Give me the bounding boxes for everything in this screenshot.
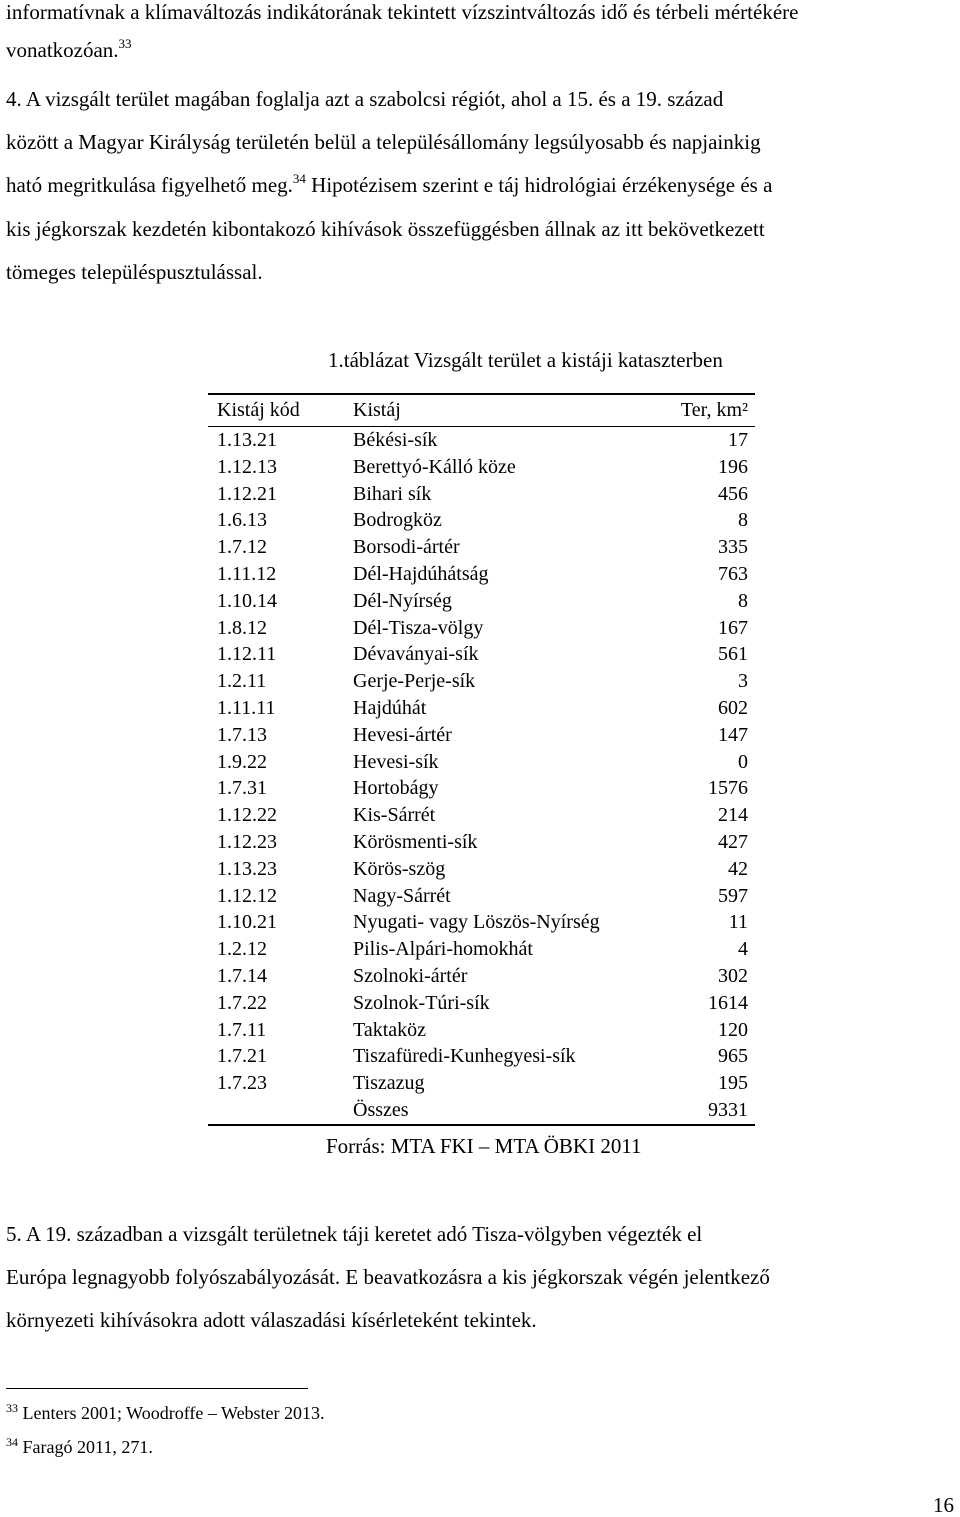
cell-name: Hortobágy	[353, 777, 439, 800]
table-row	[208, 534, 755, 561]
cell-name: Összes	[353, 1098, 409, 1121]
cell-name: Dél-Hajdúhátság	[353, 562, 489, 585]
text-line: kis jégkorszak kezdetén kibontakozó kihívások összefüggésben állnak az itt bekövetkezett	[6, 217, 765, 241]
cell-area: 1614	[708, 991, 748, 1014]
text-line: 4. A vizsgált terület magában foglalja azt a szabolcsi régiót, ahol a 15. és a 19. század	[6, 87, 724, 111]
cell-name: Dévaványai-sík	[353, 643, 479, 666]
table-row	[208, 749, 755, 776]
table-row	[208, 802, 755, 829]
cell-name: Dél-Nyírség	[353, 589, 452, 612]
cell-area: 195	[718, 1072, 748, 1095]
footnote-ref-33[interactable]: 33	[118, 36, 132, 51]
table-row	[208, 1043, 755, 1070]
cell-name: Nagy-Sárrét	[353, 884, 451, 907]
cell-code: 1.9.22	[217, 750, 267, 773]
table-row	[208, 990, 755, 1017]
table-row	[208, 883, 755, 910]
cell-area: 120	[718, 1018, 748, 1041]
cell-code: 1.2.12	[217, 938, 267, 961]
cell-area: 17	[728, 429, 748, 451]
cell-code: 1.12.21	[217, 482, 277, 505]
footnote-33	[6, 1403, 325, 1425]
footnote-number: 34	[6, 1435, 18, 1449]
page-number: 16	[933, 1493, 954, 1517]
cell-area: 427	[718, 830, 748, 853]
cell-code: 1.6.13	[217, 509, 267, 532]
cell-name: Nyugati- vagy Löszös-Nyírség	[353, 911, 600, 934]
cell-code: 1.7.13	[217, 723, 267, 746]
cell-code: 1.12.12	[217, 884, 277, 907]
cell-code: 1.11.12	[217, 562, 277, 585]
cell-code: 1.2.11	[217, 670, 267, 693]
cell-name: Bihari sík	[353, 482, 432, 505]
cell-area: 11	[728, 911, 748, 934]
cell-area: 8	[738, 509, 748, 532]
cell-area: 4	[738, 938, 748, 961]
footnote-divider	[6, 1388, 308, 1389]
column-header-area: Ter, km²	[680, 399, 748, 421]
table-row	[208, 856, 755, 883]
cell-name: Tiszazug	[353, 1072, 425, 1095]
text-line	[6, 173, 772, 200]
cell-area: 763	[718, 562, 748, 585]
cell-code: 1.8.12	[217, 616, 267, 639]
cell-code: 1.12.23	[217, 830, 277, 853]
text-span: Hipotézisem szerint e táj hidrológiai érzékenysége és a	[305, 173, 773, 197]
cell-area: 602	[718, 696, 748, 719]
text-line: tömeges településpusztulással.	[6, 260, 263, 284]
cell-area: 456	[718, 482, 748, 505]
column-header-name: Kistáj	[353, 399, 401, 421]
cell-code: 1.7.23	[217, 1072, 267, 1095]
cell-name: Szolnoki-ártér	[353, 964, 468, 987]
cell-name: Pilis-Alpári-homokhát	[353, 938, 533, 961]
cell-code: 1.7.31	[217, 777, 267, 800]
text-span: vonatkozóan.	[6, 38, 119, 62]
cell-name: Dél-Tisza-völgy	[353, 616, 484, 639]
cell-name: Körös-szög	[353, 857, 446, 880]
table-source: Forrás: MTA FKI – MTA ÖBKI 2011	[326, 1134, 642, 1158]
cell-area: 335	[718, 536, 748, 559]
cell-name: Kis-Sárrét	[353, 804, 436, 827]
text-line: között a Magyar Királyság területén belül a településállomány legsúlyosabb és napjainkig	[6, 130, 761, 154]
table-row	[208, 695, 755, 722]
cell-area: 302	[718, 964, 748, 987]
text-line: Európa legnagyobb folyószabályozását. E beavatkozásra a kis jégkorszak végén jelentkező	[6, 1265, 770, 1289]
table-row	[208, 722, 755, 749]
table-row	[208, 775, 755, 802]
cell-name: Gerje-Perje-sík	[353, 670, 476, 693]
cell-name: Hevesi-sík	[353, 750, 439, 773]
table-row	[208, 936, 755, 963]
cell-area: 1576	[708, 777, 748, 800]
text-line: informatívnak a klímaváltozás indikátorának tekintett vízszintváltozás idő és térbeli mértékére	[6, 0, 799, 24]
table-row	[208, 668, 755, 695]
cell-code: 1.7.21	[217, 1045, 267, 1068]
cell-name: Hajdúhát	[353, 696, 427, 719]
landscape-cadastre-table	[208, 393, 755, 1126]
cell-area: 597	[718, 884, 748, 907]
cell-code: 1.11.11	[217, 696, 276, 719]
cell-code	[208, 1097, 353, 1125]
cell-name: Berettyó-Kálló köze	[353, 455, 516, 478]
cell-area: 196	[718, 455, 748, 478]
cell-area: 167	[718, 616, 748, 639]
cell-name: Békési-sík	[353, 429, 438, 451]
cell-name: Körösmenti-sík	[353, 830, 478, 853]
footnote-text: Faragó 2011, 271.	[18, 1437, 153, 1457]
cell-code: 1.7.12	[217, 536, 267, 559]
cell-name: Hevesi-ártér	[353, 723, 452, 746]
cell-code: 1.10.21	[217, 911, 277, 934]
table-row	[208, 561, 755, 588]
cell-code: 1.13.21	[217, 429, 277, 451]
column-header-code: Kistáj kód	[217, 399, 300, 421]
cell-area: 147	[718, 723, 748, 746]
cell-code: 1.10.14	[217, 589, 277, 612]
table-row	[208, 588, 755, 615]
table-row	[208, 615, 755, 642]
table-caption-text: 1.táblázat Vizsgált terület a kistáji kataszterben	[328, 348, 723, 372]
table-row	[208, 1017, 755, 1044]
table-header-row	[208, 394, 755, 427]
cell-name: Taktaköz	[353, 1018, 427, 1041]
table-row	[208, 829, 755, 856]
text-span: ható megritkulása figyelhető meg.	[6, 173, 293, 197]
cell-code: 1.12.11	[217, 643, 277, 666]
cell-area: 214	[718, 804, 748, 827]
footnote-number: 33	[6, 1401, 18, 1415]
cell-area: 42	[728, 857, 748, 880]
cell-code: 1.7.22	[217, 991, 267, 1014]
table-row	[208, 963, 755, 990]
cell-code: 1.12.13	[217, 455, 277, 478]
table-row	[208, 507, 755, 534]
cell-name: Tiszafüredi-Kunhegyesi-sík	[353, 1045, 576, 1068]
cell-area: 3	[738, 670, 748, 693]
cell-area: 561	[718, 643, 748, 666]
table-row	[208, 909, 755, 936]
table-row	[208, 454, 755, 481]
table-row	[208, 427, 755, 454]
cell-name: Bodrogköz	[353, 509, 442, 532]
cell-area: 9331	[708, 1098, 748, 1121]
cell-code: 1.12.22	[217, 804, 277, 827]
cell-area: 0	[738, 750, 748, 773]
footnote-34	[6, 1437, 153, 1459]
footnote-text: Lenters 2001; Woodroffe – Webster 2013.	[18, 1403, 325, 1423]
table-row	[208, 641, 755, 668]
text-line: 5. A 19. században a vizsgált területnek táji keretet adó Tisza-völgyben végezték el	[6, 1222, 703, 1246]
cell-code: 1.13.23	[217, 857, 277, 880]
footnote-ref-34[interactable]: 34	[292, 171, 306, 186]
cell-area: 8	[738, 589, 748, 612]
cell-code: 1.7.11	[217, 1018, 267, 1041]
table-row	[208, 1070, 755, 1097]
text-line	[6, 38, 132, 65]
cell-code: 1.7.14	[217, 964, 267, 987]
table-row	[208, 1097, 755, 1125]
table-row	[208, 481, 755, 508]
text-line: környezeti kihívásokra adott válaszadási kísérleteként tekintek.	[6, 1308, 537, 1332]
cell-name: Szolnok-Túri-sík	[353, 991, 490, 1014]
cell-name: Borsodi-ártér	[353, 536, 460, 559]
cell-area: 965	[718, 1045, 748, 1068]
